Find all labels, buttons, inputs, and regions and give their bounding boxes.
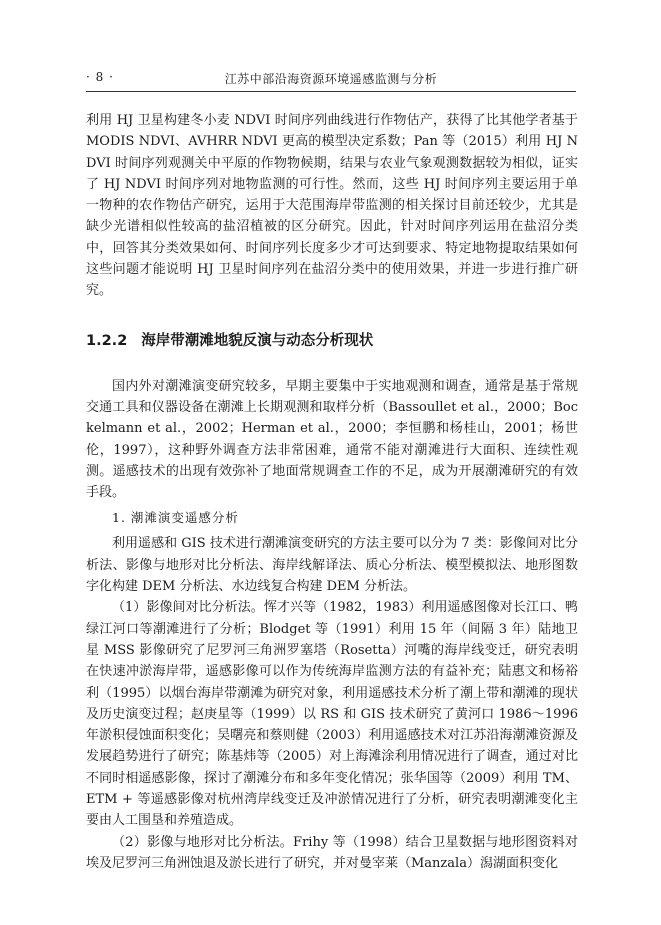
running-title: 江苏中部沿海资源环境遥感监测与分析 <box>224 72 438 86</box>
paragraph-4: （1）影像间对比分析法。恽才兴等（1982，1983）利用遥感图像对长江口、鸭绿江河口等潮滩进行了分析；Blodget 等（1991）利用 15 年（间隔 3 年）陆地卫星 MSS 影像研究了尼罗河三角洲罗塞塔（Rosetta）河嘴的海岸线变迁，研究表明在快速冲淤海岸带，遥感影像可以作为传统海岸监测方法的有益补充；陆惠文和杨裕利（1995）以烟台海岸带潮滩为研究对象，利用遥感技术分析了潮上带和潮滩的现状及历史演变过程；赵庚星等（1999）以 RS 和 GIS 技术研究了黄河口 1986～1996 年淤积侵蚀面积变化；吴曙亮和蔡则健（2003）利用遥感技术对江苏沿海潮滩资源及发展趋势进行了研究；陈基炜等（2005）对上海滩涂利用情况进行了调查，通过对比不同时相遥感影像，探讨了潮滩分布和多年变化情况；张华国等（2009）利用 TM、ETM + 等遥感影像对杭州湾岸线变迁及冲淤情况进行了分析，研究表明潮滩变化主要由人工围垦和养殖造成。 <box>86 600 578 829</box>
paragraph-1: 利用 HJ 卫星构建冬小麦 NDVI 时间序列曲线进行作物估产，获得了比其他学者基于 MODIS NDVI、AVHRR NDVI 更高的模型决定系数；Pan 等（2015）利用 HJ NDVI 时间序列观测关中平原的作物物候期，结果与农业气象观测数据较为相似，证实了 HJ NDVI 时间序列对地物监测的可行性。然而，这些 HJ 时间序列主要运用于单一物种的农作物估产研究，运用于大范围海岸带监测的相关探讨目前还较少，尤其是缺少光谱相似性较高的盐沼植被的区分研究。因此，针对时间序列运用在盐沼分类中，回答其分类效果如何、时间序列长度多少才可达到要求、特定地物提取结果如何这些问题才能说明 HJ 卫星时间序列在盐沼分类中的使用效果，并进一步进行推广研究。 <box>86 113 578 299</box>
paragraph-5: （2）影像与地形对比分析法。Frihy 等（1998）结合卫星数据与地形图资料对埃及尼罗河三角洲蚀退及淤长进行了研究，并对曼宰莱（Manzala）潟湖面积变化 <box>86 834 578 871</box>
page-header <box>86 70 576 88</box>
paragraph-2: 国内外对潮滩演变研究较多，早期主要集中于实地观测和调查，通常是基于常规交通工具和仪器设备在潮滩上长期观测和取样分析（Bassoullet et al.，2000；Bockelmann et al.，2002；Herman et al.，2000；李恒鹏和杨桂山，2001；杨世伦，1997），这种野外调查方法非常困难，通常不能对潮滩进行大面积、连续性观测。遥感技术的出现有效弥补了地面常规调查工作的不足，成为开展潮滩研究的有效手段。 <box>86 378 578 501</box>
section-heading <box>86 331 578 351</box>
section-number: 1.2.2 <box>86 332 128 349</box>
body-text <box>86 110 578 874</box>
paragraph-3: 利用遥感和 GIS 技术进行潮滩演变研究的方法主要可以分为 7 类：影像间对比分析法、影像与地形对比分析法、海岸线解译法、质心分析法、模型模拟法、地形图数字化构建 DEM 分析法、水边线复合构建 DEM 分析法。 <box>86 536 578 595</box>
section-title: 海岸带潮滩地貌反演与动态分析现状 <box>141 332 374 349</box>
header-rule <box>86 91 576 92</box>
page-number: · 8 · <box>86 70 114 84</box>
subsection-heading: 1. 潮滩演变遥感分析 <box>112 510 239 526</box>
